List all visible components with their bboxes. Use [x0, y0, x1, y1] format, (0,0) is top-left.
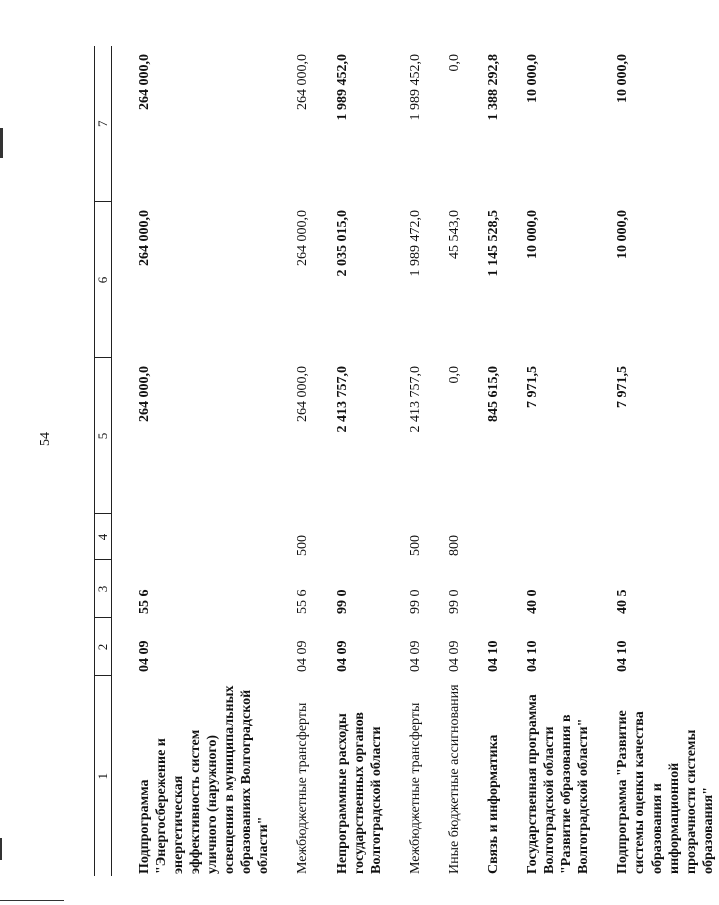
- header-col-2: 2: [95, 618, 112, 676]
- row-name: Межбюджетные трансферты: [295, 702, 311, 874]
- row-target-article: 99 0: [407, 589, 423, 614]
- document-page: [94, 46, 716, 876]
- row-expense-type: 800: [446, 535, 462, 556]
- table-row: [522, 46, 594, 876]
- row-value-5: 845 615,0: [485, 366, 501, 422]
- table-row: [483, 46, 504, 876]
- table-row: [612, 46, 718, 876]
- row-value-7: 1 989 452,0: [407, 54, 423, 121]
- row-value-5: 2 413 757,0: [334, 366, 350, 433]
- header-col-1: 1: [95, 773, 110, 780]
- row-section: 04 09: [334, 640, 350, 672]
- row-value-5: 264 000,0: [295, 366, 311, 422]
- header-col-6: 6: [95, 202, 112, 358]
- row-value-5: 0,0: [446, 366, 462, 384]
- row-value-6: 10 000,0: [525, 210, 541, 259]
- table-row: [134, 46, 275, 876]
- header-col-7: 7: [95, 46, 112, 202]
- budget-table: [94, 46, 719, 876]
- row-section: 04 10: [525, 640, 541, 672]
- table-header: [95, 46, 112, 876]
- row-expense-type: 500: [295, 535, 311, 556]
- row-section: 04 09: [407, 640, 423, 672]
- row-value-6: 2 035 015,0: [334, 210, 350, 277]
- row-expense-type: [612, 514, 718, 560]
- row-target-article: 40 0: [525, 589, 541, 614]
- row-expense-type: [332, 514, 387, 560]
- row-value-7: 1 989 452,0: [334, 54, 350, 121]
- row-name: Подпрограмма "Энергосбережение и энергетическая эффективность систем уличного (наружного) освещения в муниципальных образованиях Волгоградской области": [136, 685, 272, 874]
- row-target-article: 99 0: [334, 589, 350, 614]
- row-target-article: 40 5: [615, 589, 631, 614]
- row-expense-type: [134, 514, 275, 560]
- row-expense-type: [522, 514, 594, 560]
- row-value-5: 264 000,0: [136, 366, 152, 422]
- table-row: [332, 46, 387, 876]
- row-expense-type: 500: [407, 535, 423, 556]
- page-number: 54: [38, 432, 53, 446]
- row-name: Иные бюджетные ассигнования: [446, 684, 462, 874]
- row-value-6: 264 000,0: [295, 210, 311, 266]
- header-col-5: 5: [95, 358, 112, 514]
- row-name: Государственная программа Волгоградской области "Развитие образования в Волгоградской области": [525, 694, 592, 874]
- scan-mark: [0, 838, 2, 860]
- row-value-7: 264 000,0: [295, 54, 311, 110]
- row-expense-type: [483, 514, 504, 560]
- row-target-article: 55 6: [136, 589, 152, 614]
- row-value-7: 264 000,0: [136, 54, 152, 110]
- header-col-3: 3: [95, 560, 112, 618]
- row-target-article: 99 0: [446, 589, 462, 614]
- row-value-7: 10 000,0: [525, 54, 541, 103]
- table-row: [444, 46, 465, 876]
- row-name: Подпрограмма "Развитие системы оценки качества образования и информационной прозрачности системы образования": [615, 710, 716, 874]
- row-target-article: [483, 560, 504, 618]
- row-section: 04 09: [446, 640, 462, 672]
- row-name: Межбюджетные трансферты: [407, 702, 423, 874]
- row-value-5: 7 971,5: [525, 366, 541, 408]
- row-section: 04 10: [485, 640, 501, 672]
- row-target-article: 55 6: [295, 589, 311, 614]
- row-value-6: 1 989 472,0: [407, 210, 423, 277]
- row-value-7: 1 388 292,8: [485, 54, 501, 121]
- table-row: [292, 46, 313, 876]
- table-row: [405, 46, 426, 876]
- row-value-6: 45 543,0: [446, 210, 462, 259]
- row-name: Связь и информатика: [485, 734, 501, 874]
- row-section: 04 09: [295, 640, 311, 672]
- scan-mark: [0, 128, 3, 158]
- row-section: 04 10: [615, 640, 631, 672]
- row-value-6: 1 145 528,5: [485, 210, 501, 277]
- row-value-5: 7 971,5: [615, 366, 631, 408]
- header-col-4: 4: [95, 514, 112, 560]
- row-value-6: 10 000,0: [615, 210, 631, 259]
- row-value-7: 0,0: [446, 54, 462, 72]
- scan-mark: [0, 900, 64, 901]
- row-section: 04 09: [136, 640, 152, 672]
- row-value-5: 2 413 757,0: [407, 366, 423, 433]
- row-name: Непрограммные расходы государственных органов Волгоградской области: [334, 712, 384, 874]
- row-value-7: 10 000,0: [615, 54, 631, 103]
- row-value-6: 264 000,0: [136, 210, 152, 266]
